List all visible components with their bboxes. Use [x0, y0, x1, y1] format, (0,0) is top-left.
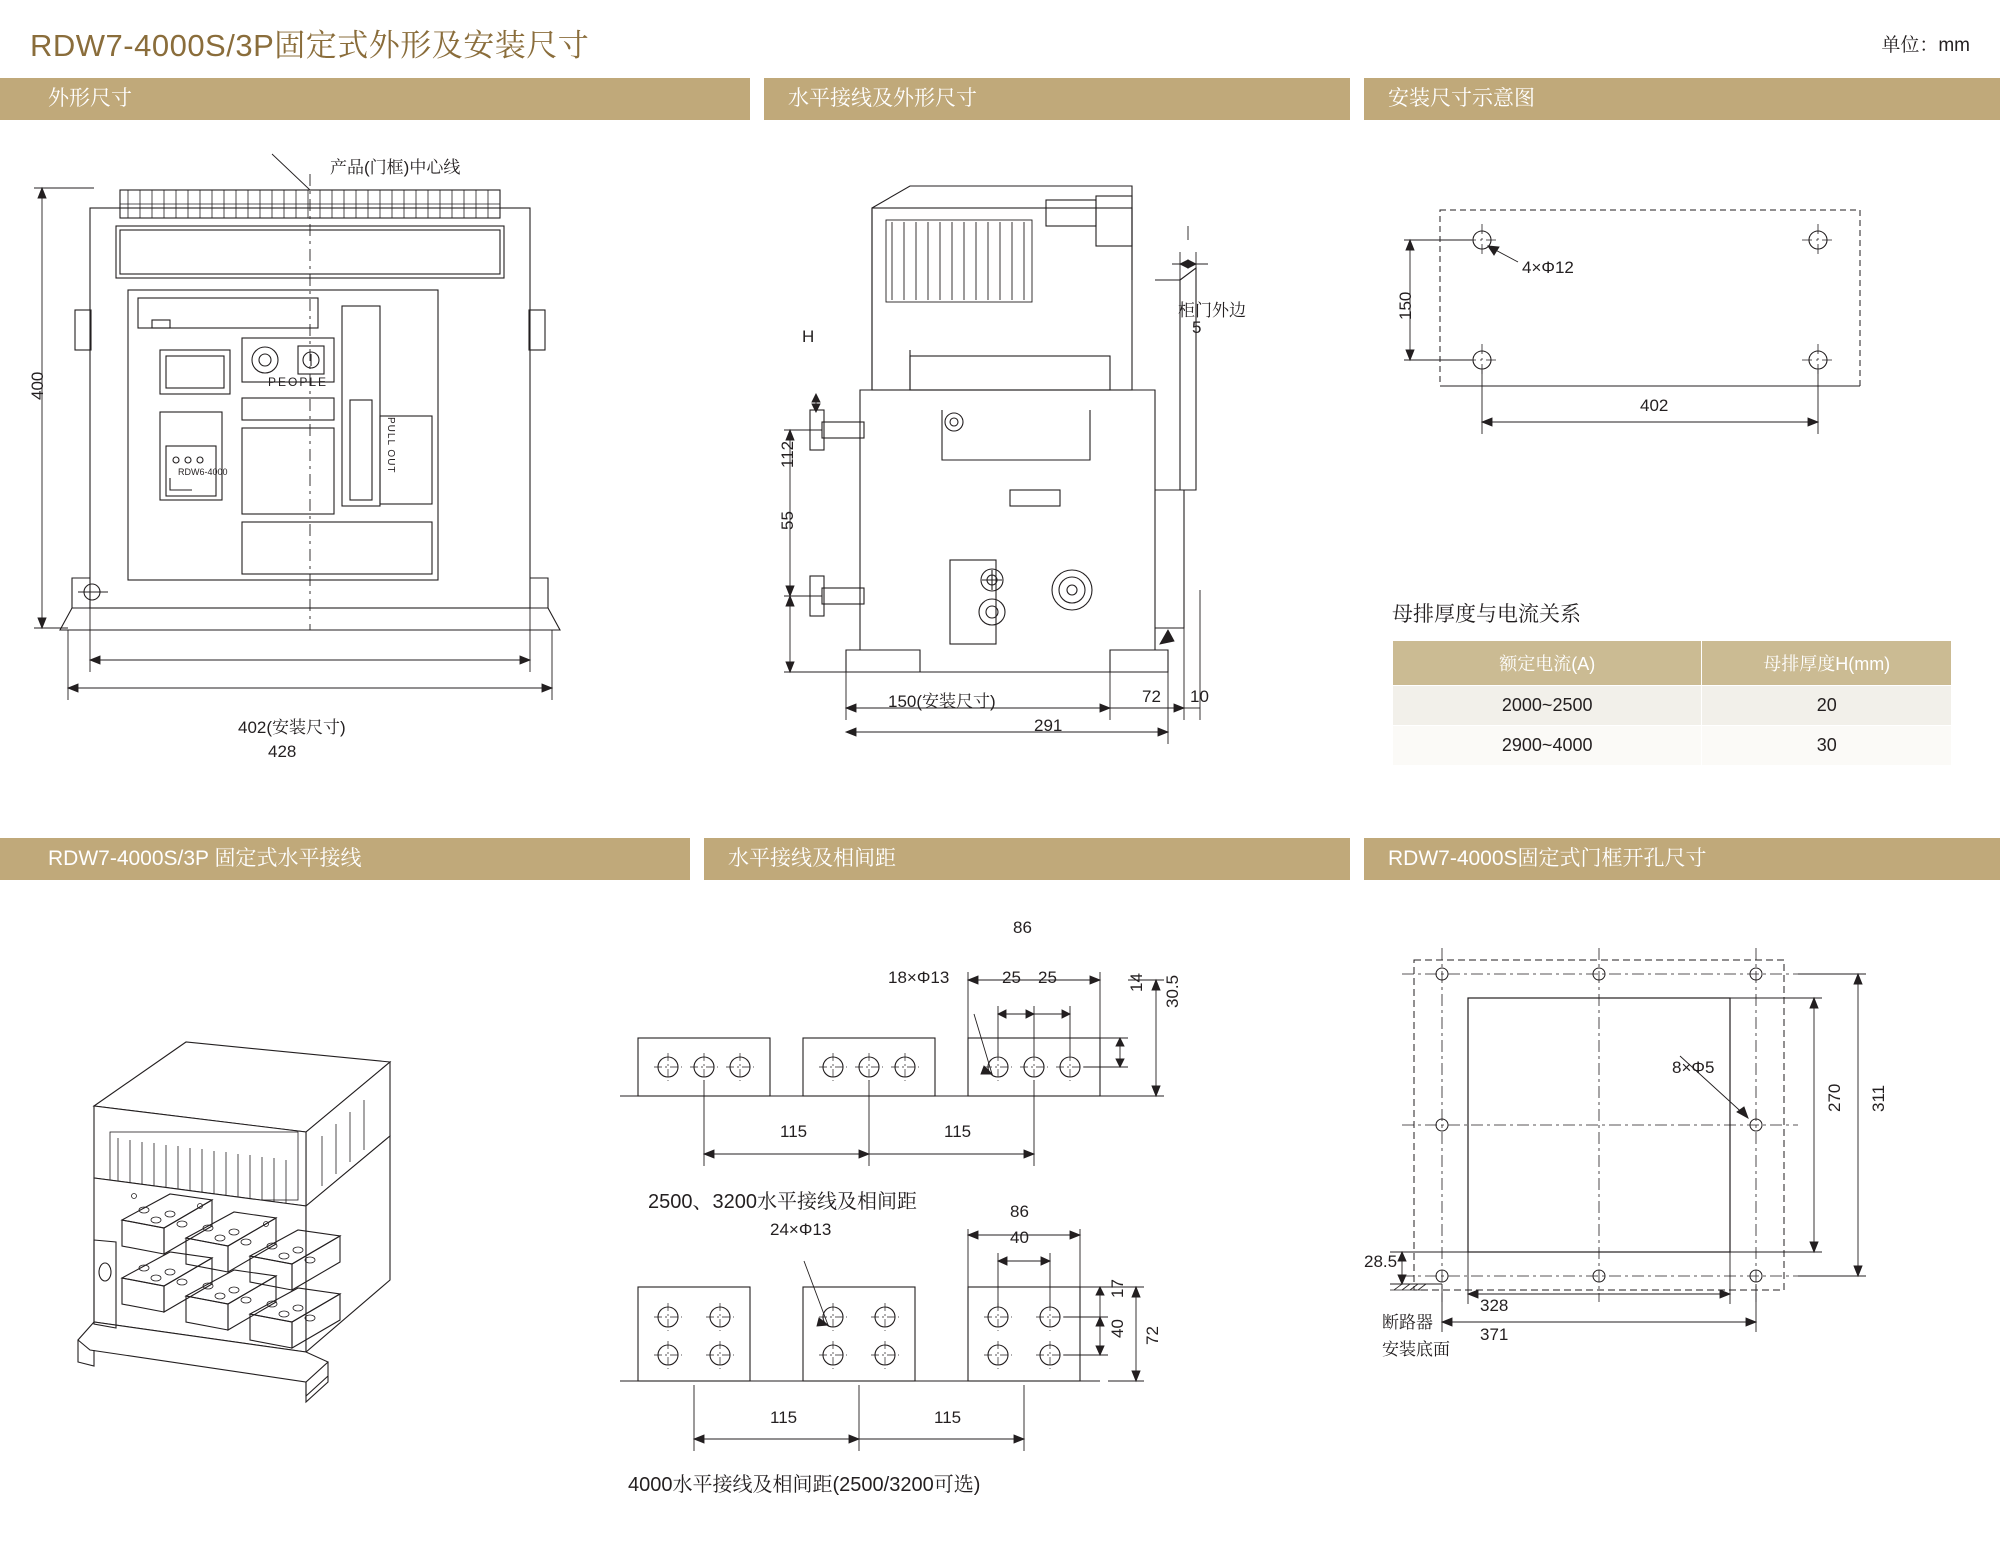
wiring-2500-dim-115a: 115	[780, 1122, 808, 1141]
door-base-note-line1: 断路器	[1382, 1313, 1433, 1332]
front-view-centerline-label: 产品(门框)中心线	[330, 158, 461, 177]
cell-thickness-1: 20	[1702, 686, 1952, 726]
unit-label: 单位：mm	[1881, 35, 1970, 56]
wiring-2500-dim-14: 14	[1127, 973, 1146, 992]
wiring-4000-hole-label: 24×Φ13	[770, 1220, 832, 1239]
section-label-door-opening: RDW7-4000S固定式门框开孔尺寸	[1388, 847, 1707, 870]
section-bar-row-1	[0, 78, 2000, 120]
wiring-2500-hole-label: 18×Φ13	[888, 968, 950, 987]
door-dim-328: 328	[1480, 1296, 1509, 1315]
section-label-mounting-diagram: 安装尺寸示意图	[1388, 87, 1535, 110]
front-view-overall-width-dim: 428	[268, 742, 297, 761]
front-view-drawing	[20, 160, 600, 760]
wiring-4000-dim-72: 72	[1143, 1326, 1162, 1345]
mounting-diagram-drawing	[1380, 200, 1940, 520]
door-dim-371: 371	[1480, 1325, 1509, 1344]
front-view-install-width-dim: 402(安装尺寸)	[238, 718, 346, 737]
wiring-2500-dim-86: 86	[1013, 918, 1032, 937]
side-view-drawing	[760, 160, 1320, 760]
side-view-dim-55: 55	[778, 511, 797, 530]
busbar-table-title: 母排厚度与电流关系	[1392, 603, 1581, 626]
door-dim-285: 28.5	[1364, 1252, 1398, 1271]
bar-separator-3	[690, 838, 704, 880]
table-col-current: 额定电流(A)	[1393, 641, 1702, 686]
side-view-dim-72: 72	[1142, 687, 1161, 706]
table-row	[1393, 686, 1952, 726]
mount-hole-label: 4×Φ12	[1522, 258, 1574, 277]
door-base-note-line2: 安装底面	[1382, 1340, 1450, 1359]
page-title: RDW7-4000S/3P固定式外形及安装尺寸	[30, 28, 590, 63]
wiring-4000-drawing	[600, 1225, 1220, 1485]
table-col-thickness: 母排厚度H(mm)	[1702, 641, 1952, 686]
bar-separator-1	[750, 78, 764, 120]
side-view-cabinet-door-edge-label: 柜门外边	[1178, 301, 1246, 320]
cell-current-2: 2900~4000	[1393, 726, 1702, 766]
bar-separator-2	[1350, 78, 1364, 120]
mount-width-dim: 402	[1640, 396, 1669, 415]
side-view-dim-112: 112	[778, 440, 797, 468]
wiring-4000-dim-86: 86	[1010, 1202, 1029, 1221]
front-view-height-dim: 400	[28, 371, 47, 400]
section-label-fixed-horizontal-wiring: RDW7-4000S/3P 固定式水平接线	[48, 847, 362, 870]
front-view-pullout-label: PULL OUT	[385, 417, 396, 474]
side-view-gap-dim: 5	[1192, 318, 1202, 337]
wiring-4000-dim-40v: 40	[1108, 1319, 1127, 1338]
section-label-horizontal-wiring-dims: 水平接线及外形尺寸	[788, 87, 977, 110]
side-view-h-label: H	[802, 327, 815, 346]
wiring-2500-dim-25b: 25	[1038, 968, 1057, 987]
side-view-dim-10: 10	[1190, 687, 1209, 706]
bar-separator-4	[1350, 838, 1364, 880]
door-opening-drawing	[1380, 940, 1960, 1340]
wiring-2500-dim-115b: 115	[944, 1122, 972, 1141]
wiring-2500-caption: 2500、3200水平接线及相间距	[648, 1191, 917, 1213]
door-dim-311: 311	[1869, 1084, 1888, 1112]
section-label-wiring-spacing: 水平接线及相间距	[728, 847, 896, 870]
side-view-install-150-dim: 150(安装尺寸)	[888, 692, 996, 711]
perspective-view-drawing	[60, 1010, 480, 1430]
mount-height-dim: 150	[1396, 291, 1415, 320]
wiring-4000-dim-115b: 115	[934, 1408, 962, 1427]
table-header-row	[1393, 641, 1952, 686]
front-view-model-plate: RDW6-4000	[178, 467, 228, 477]
busbar-table	[1392, 640, 1952, 766]
table-row	[1393, 726, 1952, 766]
side-view-dim-291: 291	[1034, 716, 1063, 735]
door-dim-270: 270	[1825, 1083, 1844, 1112]
wiring-4000-dim-17: 17	[1108, 1279, 1127, 1298]
wiring-4000-caption: 4000水平接线及相间距(2500/3200可选)	[628, 1474, 981, 1496]
door-hole-label: 8×Φ5	[1672, 1058, 1715, 1077]
front-view-brand-label: PEOPLE	[268, 375, 329, 389]
wiring-2500-dim-305: 30.5	[1163, 974, 1182, 1008]
cell-current-1: 2000~2500	[1393, 686, 1702, 726]
wiring-4000-dim-115a: 115	[770, 1408, 798, 1427]
section-label-outline-dims: 外形尺寸	[48, 87, 132, 110]
cell-thickness-2: 30	[1702, 726, 1952, 766]
wiring-2500-dim-25a: 25	[1002, 968, 1021, 987]
wiring-4000-dim-40: 40	[1010, 1228, 1029, 1247]
